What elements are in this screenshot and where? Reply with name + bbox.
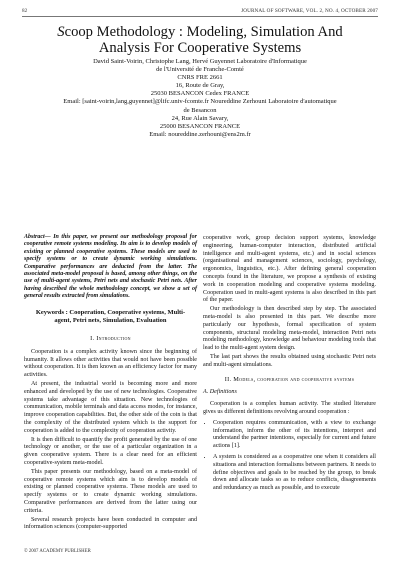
paragraph: The last part shows the results obtained using stochastic Petri nets and multi-agent simulations. — [203, 353, 376, 368]
author-affiliation — [22, 58, 378, 139]
header-rule — [22, 16, 378, 17]
affiliation-line: Email: [saint-voirin,lang,guyennet]@lifc.univ-fcomte.fr Noureddine Zerhouni Laboratoire d'automatique — [63, 98, 337, 106]
paragraph: cooperative work, group decision support systems, knowledge engineering, human-computer interaction, distributed artificial intelligence and multi-agent systems, etc.) and in social sciences (organisational and management sciences, sociology, psychology, ergonomics, linguistics, etc.). After defining general cooperation concepts found in the literature, we propose a synthesis of existing work in cooperation modeling and cooperative systems modeling. Cooperation used in multi-agent systems is also described in this part of the paper. — [203, 235, 376, 304]
abstract: Abstract— In this paper, we present our methodology proposal for cooperative remote systems modeling. Its aim is to develop models of existing or planned cooperative systems. These models are used to specify systems or to create dynamic working simulations. Comparative performances are deducted from the latter. The associated meta-model proposal is based, among other things, on the use of multi-agent systems, Petri nets and stochastic Petri nets. After having described the whole methodology concept, we show a set of general results extracted from simulations. — [24, 234, 197, 300]
affiliation-line: David Saint-Voirin, Christophe Lang, Hervé Guyennet Laboratoire d'Informatique — [93, 58, 307, 65]
paragraph: Several research projects have been conducted in computer and information sciences (computer-supported — [24, 516, 197, 531]
left-column — [24, 234, 197, 532]
affiliation-line: 16, Route de Gray, — [175, 82, 225, 90]
journal-name: JOURNAL OF SOFTWARE, VOL. 2, NO. 4, OCTOBER 2007 — [241, 8, 378, 14]
paragraph: At present, the industrial world is becoming more and more enhanced and developed by the use of new technologies. Cooperative systems take advantage of this situation. New technologies of communication, mobile terminals and data access modes, for instance, improve cooperation capabilities. But, the other side of the coin is that the complexity of the distributed system which is the support for cooperation is added to the complexity of cooperation activity. — [24, 381, 197, 434]
affiliation-line: CNRS FRE 2661 — [177, 74, 223, 82]
keywords: Keywords : Cooperation, Cooperative systems, Multi-agent, Petri nets, Simulation, Evaluation — [35, 308, 186, 324]
right-column — [203, 235, 376, 496]
section-heading-models: II. Models, cooperation and cooperative systems — [224, 375, 355, 383]
paper-title — [30, 24, 370, 56]
copyright-footer: © 2007 ACADEMY PUBLISHER — [24, 549, 91, 554]
affiliation-line: 24, Rue Alain Savary, — [171, 114, 229, 122]
running-header — [22, 8, 378, 16]
title-line-2: Analysis For Cooperative Systems — [98, 40, 302, 56]
title-line-1 — [57, 24, 342, 40]
section-heading-introduction: I. Introduction — [90, 335, 131, 343]
list-item: • A system is considered as a cooperative one when it considers all situations and interaction formalisms between partners. It needs to define objectives and goals to be reached by the group, to break down and allocate tasks so as to reduce conflicts, disagreements and redundancy as much as possible, and to execute — [213, 454, 376, 493]
paragraph: Cooperation is a complex activity known since the beginning of humanity. It allows other activities that would not have been possible without cooperation. It is then known as an efficiency factor for many activities. — [24, 348, 197, 379]
affiliation-line: de l'Université de Franche-Comté — [156, 66, 244, 74]
subsection-heading-definitions: A. Definitions — [203, 389, 237, 396]
paragraph: This paper presents our methodology, based on a meta-model of cooperative remote systems which aim is to develop models of existing or planned cooperative systems. These models are used to specify systems or to create dynamic working simulations. Comparative performances are derived from the latter using our criteria. — [24, 468, 197, 514]
page-number: 82 — [22, 8, 28, 14]
paragraph: Cooperation is a complex human activity. The studied literature gives us different definitions revolving around cooperation : — [203, 401, 376, 415]
title-line-1-rest: coop Methodology : Modeling, Simulation And — [64, 24, 343, 40]
affiliation-line: de Besancon — [183, 106, 217, 114]
affiliation-line: 25000 BESANCON FRANCE — [159, 122, 241, 130]
affiliation-line: 25030 BESANCON Cedex FRANCE — [150, 90, 250, 98]
paragraph: It is then difficult to quantify the profit generated by the use of one technology or another, or the use of a particular organization in a given cooperative system. There is a clear need for an efficient cooperative-system meta-model. — [24, 436, 197, 467]
list-item: • Cooperation requires communication, with a view to exchange information, inform the other of its intentions, interpret and understand the partner intentions, especially for current and future actions [1]. — [213, 420, 376, 451]
paragraph: Our methodology is then described step by step. The associated meta-model is also presented in this part. We describe more particularly our hypothesis, formal specification of system components, structural modeling meta-model, interaction Petri nets modeling methodology, knowledge and behaviour modeling tools that lead to the multi-agent system design. — [203, 306, 376, 352]
affiliation-line: Email: noureddine.zerhouni@ens2m.fr — [149, 130, 251, 138]
title-initial: S — [57, 24, 65, 40]
bullet-list — [203, 420, 376, 493]
